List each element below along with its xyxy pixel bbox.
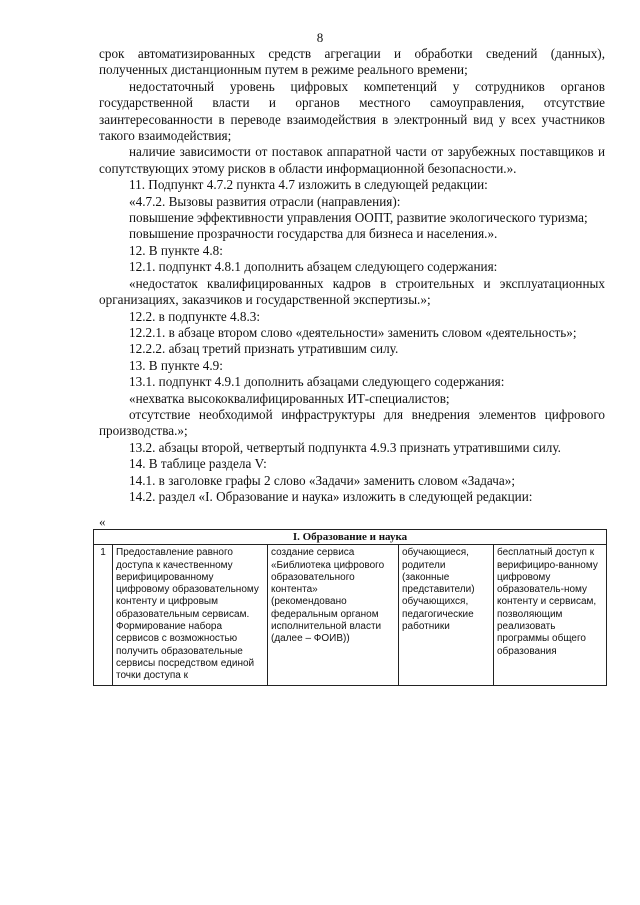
paragraph: отсутствие необходимой инфраструктуры для внедрения элементов цифрового производства.»; (99, 406, 605, 439)
paragraph: недостаточный уровень цифровых компетенций у сотрудников органов государственной власти и органов местного самоуправления, отсутствие заинтересованности в переводе взаимодействия в электронный вид у всех участников такого взаимодействия; (99, 78, 605, 144)
beneficiaries-cell: обучающиеся, родители (законные представители) обучающихся, педагогические работники (399, 545, 494, 685)
task-cell: Предоставление равного доступа к качественному верифицированному цифровому образовательному контенту и цифровым образовательным сервисам. Формирование набора сервисов с возможностью получить образовательные сервисы посредством единой точки доступа к (113, 545, 268, 685)
paragraph: 14. В таблице раздела V: (129, 456, 267, 472)
paragraph: 12.1. подпункт 4.8.1 дополнить абзацем следующего содержания: (129, 259, 498, 275)
quote-open-mark: « (99, 514, 106, 529)
document-body (99, 46, 605, 505)
paragraph: 14.2. раздел «I. Образование и наука» изложить в следующей редакции: (129, 488, 533, 504)
paragraph: наличие зависимости от поставок аппаратной части от зарубежных поставщиков и сопутствующих этому рисков в области информационной безопасности.». (99, 144, 605, 176)
paragraph: 12.2. в подпункте 4.8.3: (129, 308, 261, 324)
section-title: I. Образование и наука (94, 530, 607, 545)
row-number-cell: 1 (94, 545, 113, 685)
paragraph: «недостаток квалифицированных кадров в строительных и эксплуатационных организациях, заказчиков и государственной экспертизы.»; (99, 275, 605, 308)
paragraph: «4.7.2. Вызовы развития отрасли (направления): (129, 193, 401, 209)
paragraph: «нехватка высококвалифицированных ИТ-специалистов; (129, 390, 450, 406)
paragraph: 13. В пункте 4.9: (129, 357, 223, 373)
paragraph: 12.2.2. абзац третий признать утратившим силу. (129, 341, 399, 357)
table-header-row (94, 530, 607, 545)
effect-cell: бесплатный доступ к верифициро-ванному цифровому образователь-ному контенту и сервисам, позволяющим реализовать программы общего образования (494, 545, 607, 685)
paragraph: 13.2. абзацы второй, четвертый подпункта 4.9.3 признать утратившими силу. (129, 439, 561, 455)
paragraph: повышение прозрачности государства для бизнеса и населения.». (129, 226, 498, 242)
paragraph: повышение эффективности управления ООПТ, развитие экологического туризма; (129, 210, 588, 226)
paragraph: 12. В пункте 4.8: (129, 242, 223, 258)
section-table (93, 529, 607, 686)
paragraph: срок автоматизированных средств агрегации и обработки сведений (данных), полученных дистанционным путем в режиме реального времени; (99, 46, 605, 78)
paragraph: 14.1. в заголовке графы 2 слово «Задачи» заменить словом «Задача»; (129, 472, 515, 488)
paragraph: 12.2.1. в абзаце втором слово «деятельности» заменить словом «деятельность»; (129, 324, 577, 340)
paragraph: 11. Подпункт 4.7.2 пункта 4.7 изложить в следующей редакции: (129, 177, 488, 193)
page-number: 8 (316, 30, 324, 45)
table-row (94, 545, 607, 685)
measure-cell: создание сервиса «Библиотека цифрового образовательного контента» (рекомендовано федеральным органом исполнительной власти (далее – ФОИВ)) (268, 545, 399, 685)
paragraph: 13.1. подпункт 4.9.1 дополнить абзацами следующего содержания: (129, 374, 505, 390)
